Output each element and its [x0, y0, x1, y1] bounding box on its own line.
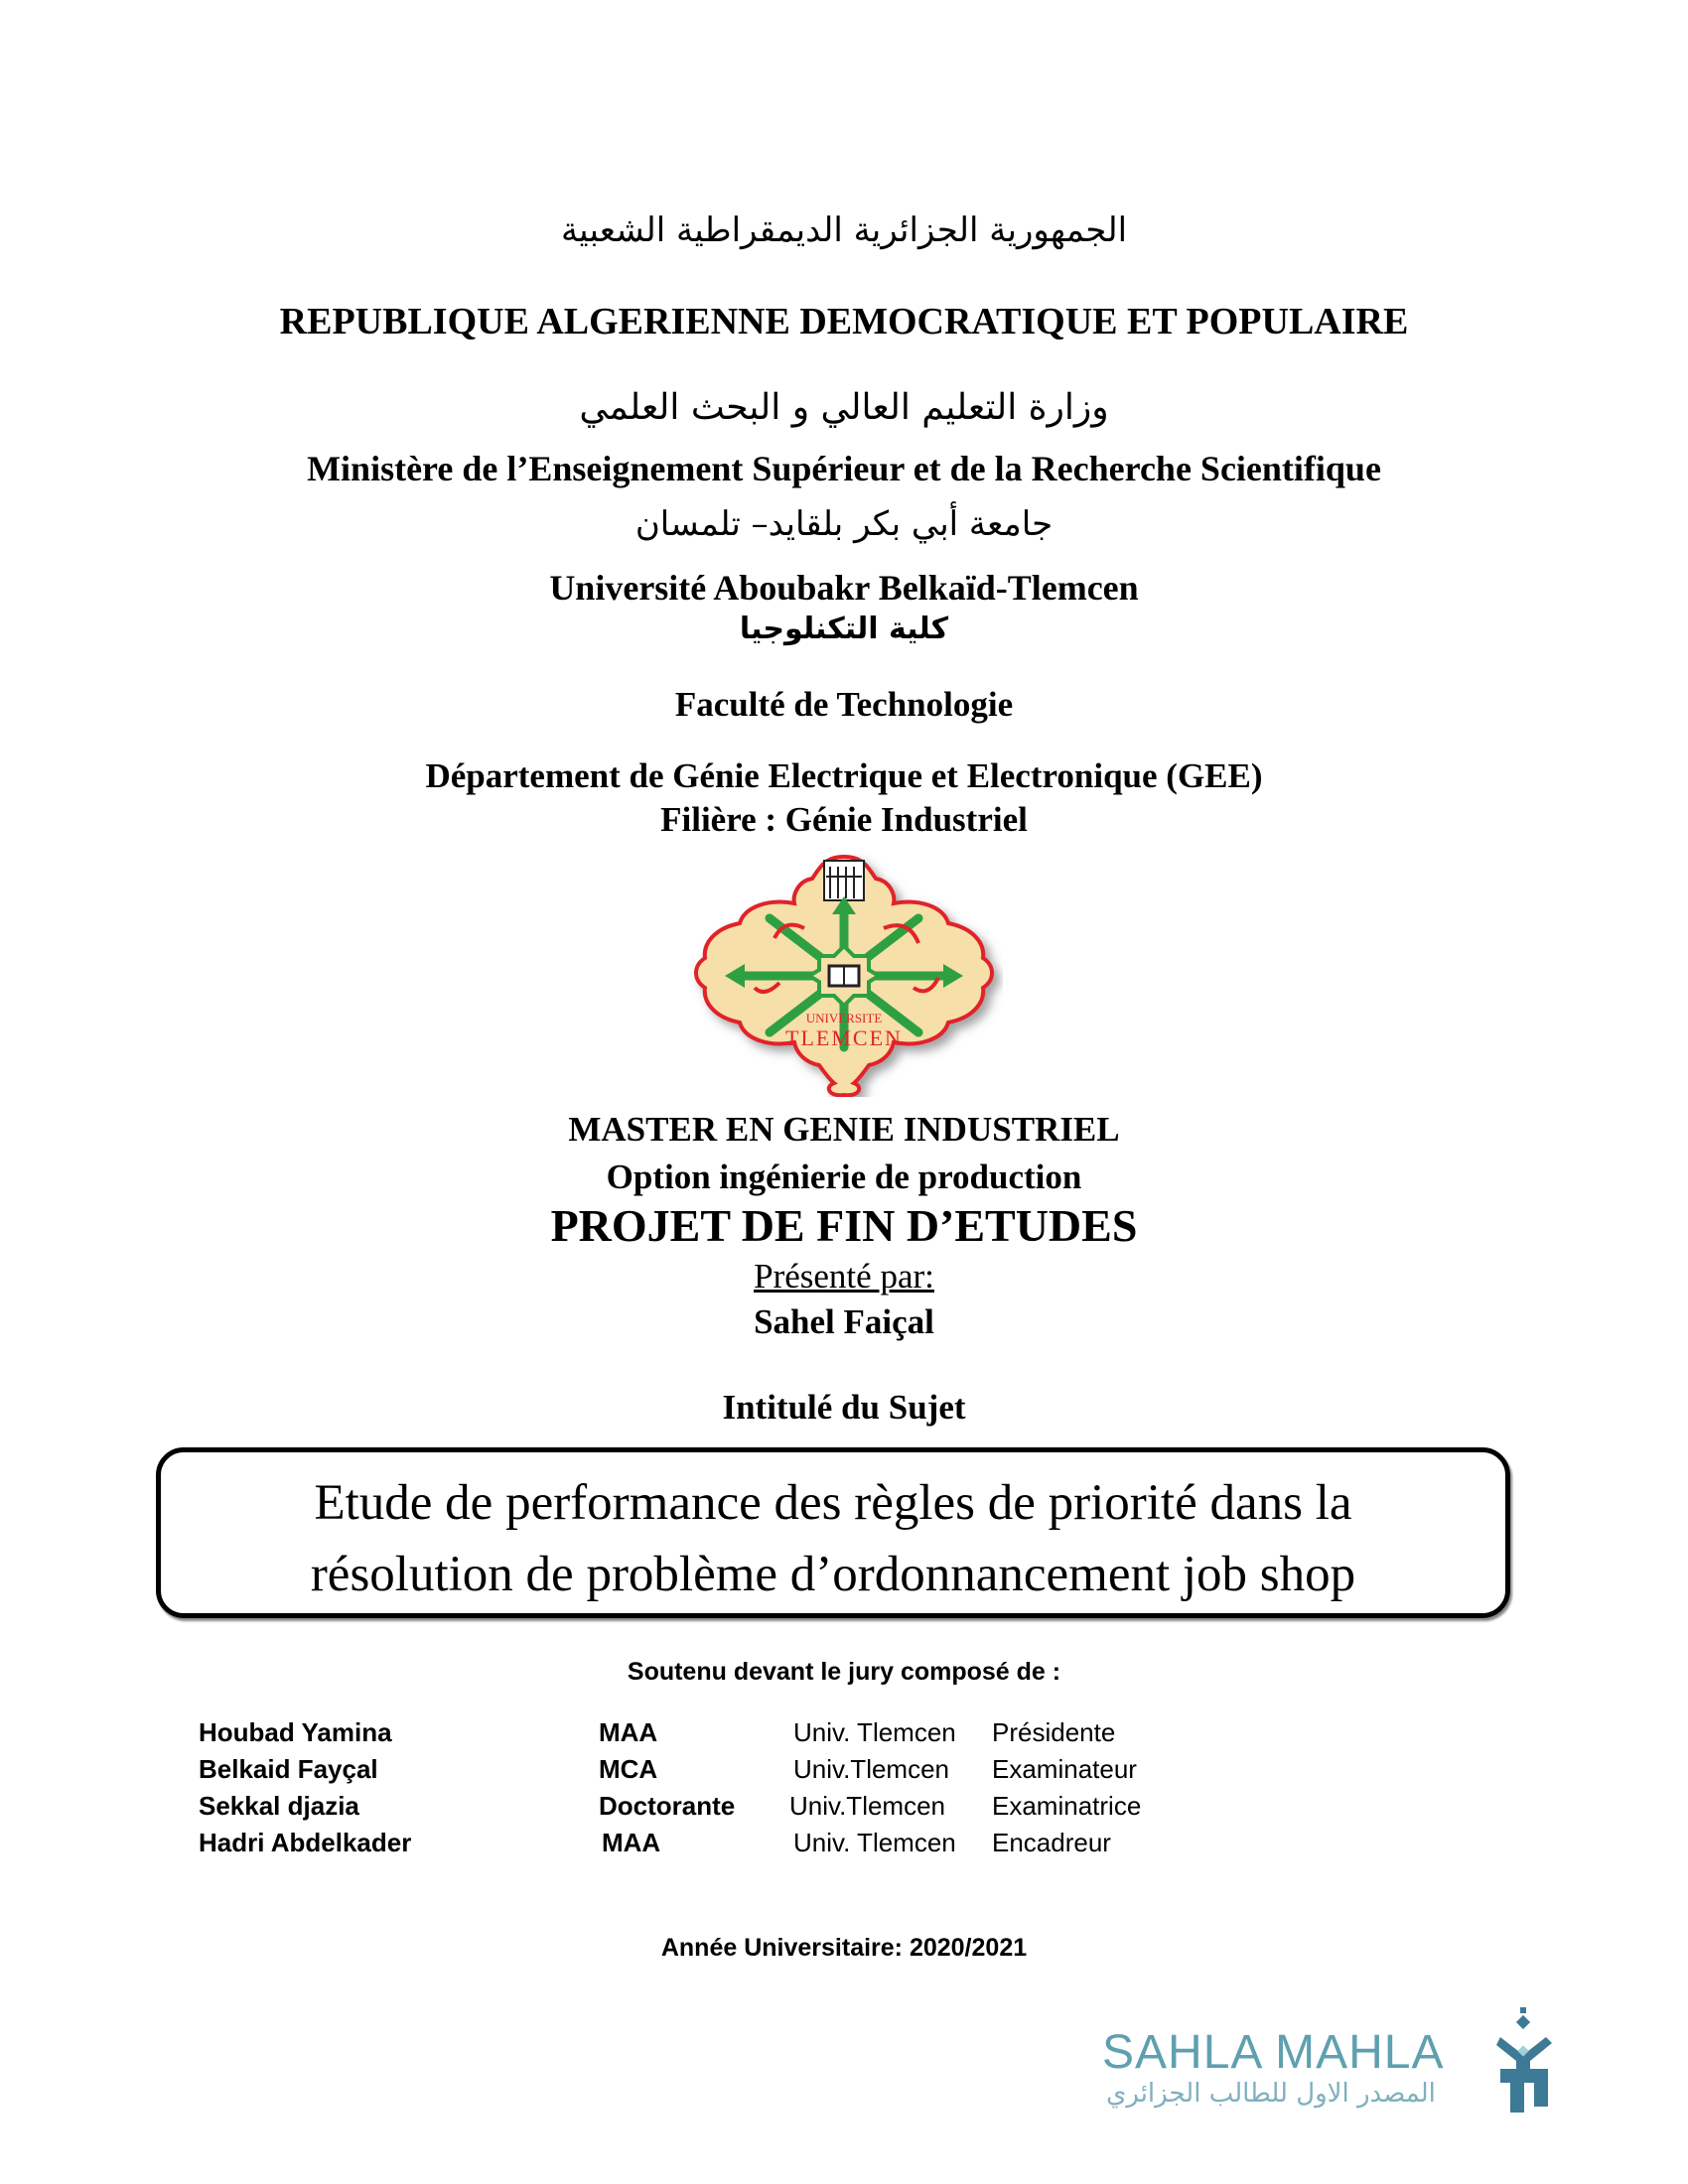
jury-row	[0, 1717, 1688, 1753]
student-name: Sahel Faiçal	[754, 1302, 934, 1341]
presented-by-label	[0, 1257, 1688, 1297]
university-logo-icon	[685, 849, 1003, 1097]
subject-line-2: résolution de problème d’ordonnancement job shop	[310, 1547, 1356, 1602]
arabic-republic-title: الجمهورية الجزائرية الديمقراطية الشعبية	[560, 210, 1128, 250]
faculty-title: Faculté de Technologie	[674, 685, 1014, 724]
jury-member-university: Univ. Tlemcen	[793, 1717, 956, 1747]
jury-member-role: Présidente	[992, 1717, 1116, 1747]
subject-box	[156, 1447, 1510, 1618]
jury-member-role: Examinatrice	[992, 1791, 1142, 1821]
ministry-title: Ministère de l’Enseignement Supérieur et de la Recherche Scientifique	[307, 449, 1381, 488]
jury-member-university: Univ.Tlemcen	[789, 1791, 946, 1821]
department-title: Département de Génie Electrique et Electronique (GEE)	[425, 756, 1263, 795]
jury-member-grade: Doctorante	[599, 1791, 736, 1821]
option-title: Option ingénierie de production	[606, 1158, 1082, 1196]
svg-text:TLEMCEN: TLEMCEN	[785, 1025, 903, 1050]
jury-member-name: Hadri Abdelkader	[199, 1828, 412, 1857]
jury-member-grade: MAA	[599, 1717, 658, 1747]
project-title: PROJET DE FIN D’ETUDES	[550, 1200, 1138, 1251]
jury-member-university: Univ.Tlemcen	[793, 1754, 950, 1784]
jury-member-grade: MCA	[599, 1754, 658, 1784]
jury-row	[0, 1754, 1688, 1790]
filiere-title: Filière : Génie Industriel	[660, 800, 1028, 839]
brand-calligraphy-icon	[1494, 2007, 1554, 2116]
brand-tagline: المصدر الاول للطالب الجزائري	[1106, 2079, 1436, 2109]
republic-title: REPUBLIQUE ALGERIENNE DEMOCRATIQUE ET POPULAIRE	[279, 301, 1409, 342]
jury-row	[0, 1791, 1688, 1827]
subject-line-1: Etude de performance des règles de priorité dans la	[314, 1475, 1352, 1531]
university-title: Université Aboubakr Belkaïd-Tlemcen	[549, 568, 1139, 608]
brand-name: SAHLA MAHLA	[1102, 2026, 1445, 2079]
jury-member-university: Univ. Tlemcen	[793, 1828, 956, 1857]
academic-year: Année Universitaire: 2020/2021	[660, 1934, 1028, 1962]
jury-member-name: Sekkal djazia	[199, 1791, 359, 1821]
sahla-mahla-watermark	[1092, 1995, 1559, 2115]
jury-member-role: Encadreur	[992, 1828, 1111, 1857]
jury-title: Soutenu devant le jury composé de :	[627, 1658, 1061, 1686]
arabic-faculty-title: كلية التكنلوجيا	[739, 612, 949, 646]
presented-by-text: Présenté par:	[754, 1257, 934, 1296]
master-title: MASTER EN GENIE INDUSTRIEL	[568, 1110, 1120, 1149]
jury-member-name: Belkaid Fayçal	[199, 1754, 378, 1784]
jury-member-role: Examinateur	[992, 1754, 1137, 1784]
jury-member-grade: MAA	[602, 1828, 661, 1857]
svg-text:UNIVERSITE: UNIVERSITE	[805, 1011, 883, 1025]
jury-row	[0, 1828, 1688, 1863]
arabic-ministry-title: وزارة التعليم العالي و البحث العلمي	[579, 387, 1109, 428]
subject-label: Intitulé du Sujet	[722, 1388, 966, 1427]
jury-member-name: Houbad Yamina	[199, 1717, 392, 1747]
arabic-university-title: جامعة أبي بكر بلقايد– تلمسان	[634, 504, 1054, 544]
